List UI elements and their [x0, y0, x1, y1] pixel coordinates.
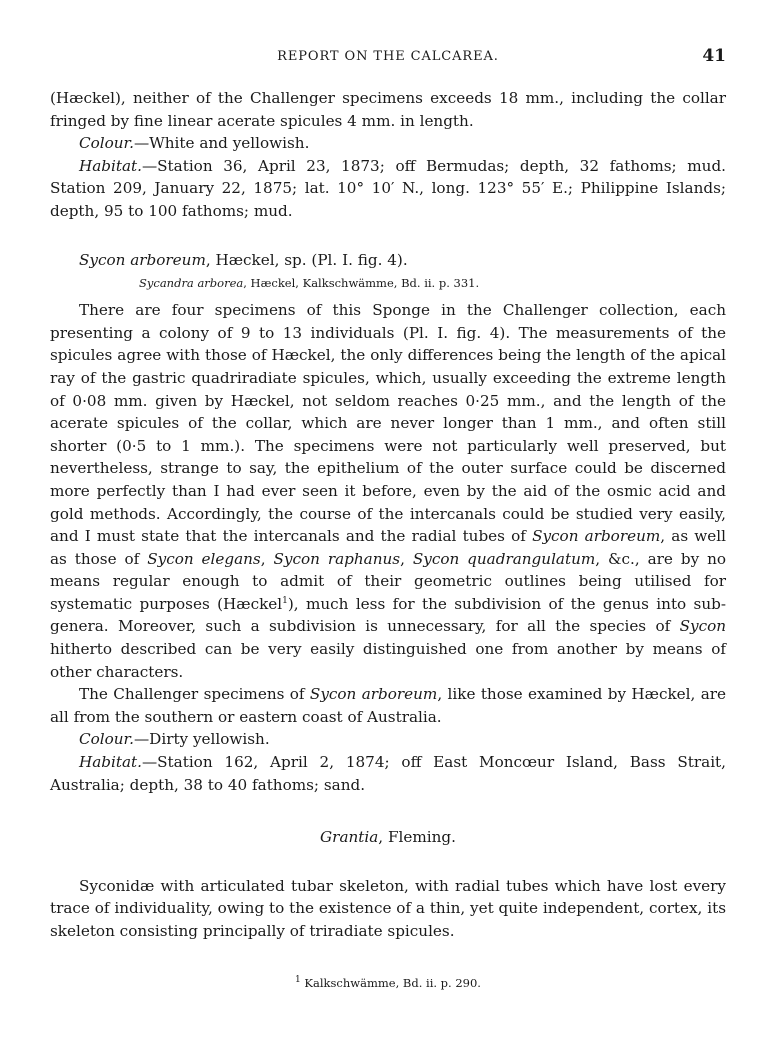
taxon-name: Sycon [679, 617, 726, 636]
taxon-name: Sycon elegans [147, 549, 261, 568]
running-head: REPORT ON THE CALCAREA. [277, 49, 499, 64]
colour-label: Colour. [79, 134, 134, 153]
taxon-name: Sycon arboreum [309, 685, 438, 704]
habitat-label: Habitat. [79, 753, 142, 772]
taxon-name: Sycon raphanus [273, 549, 401, 568]
habitat-paragraph-2: Habitat.—Station 162, April 2, 1874; off East Moncœur Island, Bass Strait, Australia; depth, 38 to 40 fathoms; sand. [50, 753, 726, 794]
habitat-label: Habitat. [79, 156, 142, 175]
genus-diagnosis-paragraph: Syconidæ with articulated tubar skeleton, with radial tubes which have lost every trace of individuality, owing to the existence of a thin, yet quite independent, cortex, its skeleton consisting principally of triradiate spicules. [50, 876, 726, 940]
taxon-name: Sycon arboreum [532, 527, 661, 546]
habitat-paragraph-1: Habitat.—Station 36, April 23, 1873; off Bermudas; depth, 32 fathoms; mud. Station 209, January 22, 1875; lat. 10° 10′ N., long. 123° 55′ E.; Philippine Islands; depth, 95 to 100 fathoms; mud. [50, 156, 726, 220]
distribution-paragraph: The Challenger specimens of Sycon arboreum, like those examined by Hæckel, are all from the southern or eastern coast of Australia. [50, 685, 727, 726]
species-name: Sycon arboreum [79, 250, 206, 269]
taxon-name: Sycon quadrangulatum [412, 549, 596, 568]
synonym-name: Sycandra arborea [139, 276, 244, 291]
colour-label: Colour. [79, 730, 134, 749]
page-number: 41 [702, 46, 726, 66]
footnote-ref: 1 [282, 595, 288, 606]
page-header [50, 46, 726, 70]
genus-heading-grantia: Grantia, Fleming. [320, 828, 456, 847]
colour-line-1: Colour.—White and yellowish. [79, 134, 310, 153]
colour-line-2: Colour.—Dirty yellowish. [79, 730, 270, 749]
paragraph-continuation: (Hæckel), neither of the Challenger specimens exceeds 18 mm., including the collar fringed by fine linear acerate spicules 4 mm. in length. [50, 89, 726, 130]
description-paragraph: There are four specimens of this Sponge in the Challenger collection, each presenting a colony of 9 to 13 individuals (Pl. I. fig. 4). The measurements of the spicules agree with those of Hæckel, the only differences being the length of the apical ray of the gastric quadriradiate spicules, which, usually exceeding the extreme length of 0·08 mm. given by Hæckel, not seldom reaches 0·25 mm., and the length of the acerate spicules of the collar, which are never longer than 1 mm., and often still shorter (0·5 to 1 mm.). The specimens were not particularly well preserved, but nevertheless, strange to say, the epithelium of the outer surface could be discerned more perfectly than I had ever seen it before, even by the aid of the osmic acid and gold methods. Accordingly, the course of the intercanals could be studied very easily, and I must state that the intercanals and the radial tubes of Sycon arboreum, as well as those of Sycon elegans, Sycon raphanus, Sycon quadrangulatum, &c., are by no means regular enough to admit of their geometric outlines being utilised for systematic purposes (Hæckel$^1$), much less for the subdivision of the genus into sub-genera. Moreover, such a subdivision is unnecessary, for all the species of Sycon hitherto described can be very easily distinguished one from another by means of other characters. [50, 301, 726, 681]
footnote: $^1$ Kalkschwämme, Bd. ii. p. 290. [295, 975, 481, 990]
genus-name: Grantia [320, 828, 379, 847]
species-heading-sycon-arboreum: Sycon arboreum, Hæckel, sp. (Pl. I. fig. 4). [79, 250, 408, 269]
page-body [50, 87, 726, 943]
synonym-reference: Sycandra arborea, Hæckel, Kalkschwämme, Bd. ii. p. 331. [139, 276, 480, 291]
footnote-marker: 1 [295, 975, 301, 986]
